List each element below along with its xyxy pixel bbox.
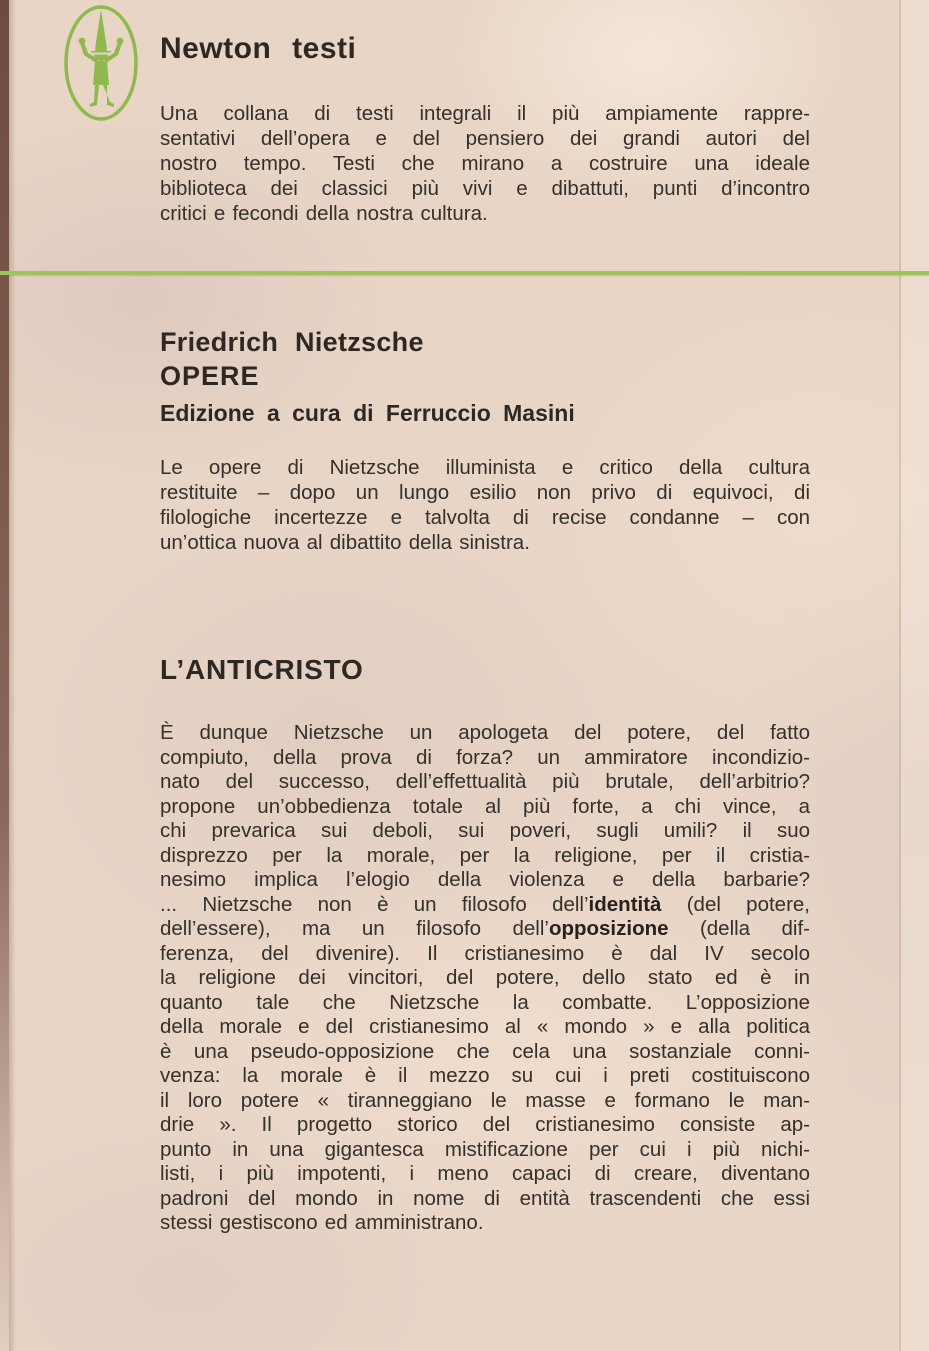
text-line: il loro potere « tiranneggiano le masse e formano le man-: [160, 1088, 810, 1112]
text-line: stessi gestiscono ed amministrano.: [160, 1211, 484, 1234]
book-title: L’ANTICRISTO: [160, 654, 364, 685]
text-line: padroni del mondo in nome di entità trascendenti che essi: [160, 1186, 810, 1210]
text-line: biblioteca dei classici più vivi e dibattuti, punti d’incontro: [160, 177, 810, 200]
book-blurb: [160, 455, 810, 555]
spine-edge: [0, 0, 9, 1351]
edition-credit: Edizione a cura di Ferruccio Masini: [160, 400, 575, 426]
text-line: un’ottica nuova al dibattito della sinistra.: [160, 531, 530, 554]
text-line: nostro tempo. Testi che mirano a costruire una ideale: [160, 152, 810, 175]
bold-term-opposition: opposizione: [548, 917, 669, 940]
text-line: quanto tale che Nietzsche la combatte. L’opposizione: [160, 990, 810, 1014]
work-title: OPERE: [160, 361, 260, 391]
green-divider: [0, 271, 929, 275]
text-line: Una collana di testi integrali il più ampiamente rappre-: [160, 102, 810, 125]
text-line: è una pseudo-opposizione che cela una sostanziale conni-: [160, 1039, 810, 1063]
text-segment: ... Nietzsche non è un filosofo dell’: [160, 892, 589, 916]
text-line: la religione dei vincitori, del potere, dello stato ed è in: [160, 966, 810, 989]
publisher-gnome-icon: [62, 3, 140, 123]
text-line: nesimo implica l’elogio della violenza e della barbarie?: [160, 868, 810, 891]
text-line: chi prevarica sui deboli, sui poveri, sugli umili? il suo: [160, 819, 810, 842]
text-line: compiuto, della prova di forza? un ammiratore incondizio-: [160, 745, 810, 769]
author-name: Friedrich Nietzsche: [160, 327, 424, 357]
series-description: [160, 101, 810, 226]
text-line: filologiche incertezze e talvolta di recise condanne – con: [160, 506, 810, 529]
text-line-opposition: [160, 917, 810, 942]
text-line: punto in una gigantesca mistificazione per cui i più nichi-: [160, 1137, 810, 1161]
spine-edge-shadow: [9, 0, 16, 1351]
text-line: Le opere di Nietzsche illuminista e critico della cultura: [160, 456, 810, 479]
text-line: sentativi dell’opera e del pensiero dei grandi autori del: [160, 127, 810, 150]
text-line: disprezzo per la morale, per la religione, per il cristia-: [160, 843, 810, 867]
text-line-identity: [160, 893, 810, 918]
crease-highlight: [901, 0, 929, 1351]
text-segment: (della dif-: [668, 917, 810, 940]
text-line: propone un’obbedienza totale al più forte, a chi vince, a: [160, 794, 810, 818]
text-line: È dunque Nietzsche un apologeta del potere, del fatto: [160, 721, 810, 744]
series-title: Newton testi: [160, 32, 357, 65]
text-line: drie ». Il progetto storico del cristianesimo consiste ap-: [160, 1113, 810, 1136]
text-segment: dell’essere), ma un filosofo dell’: [160, 917, 549, 940]
text-line: restituite – dopo un lungo esilio non privo di equivoci, di: [160, 481, 810, 504]
bold-term-identity: identità: [588, 892, 662, 916]
text-line: venza: la morale è il mezzo su cui i preti costituiscono: [160, 1064, 810, 1087]
text-segment: (del potere,: [661, 892, 810, 916]
text-line: listi, i più impotenti, i meno capaci di creare, diventano: [160, 1162, 810, 1185]
text-line: critici e fecondi della nostra cultura.: [160, 202, 488, 225]
text-line: nato del successo, dell’effettualità più brutale, dell’arbitrio?: [160, 770, 810, 793]
text-line: ferenza, del divenire). Il cristianesimo è dal IV secolo: [160, 941, 810, 965]
text-line: della morale e del cristianesimo al « mondo » e alla politica: [160, 1015, 810, 1038]
book-synopsis: [160, 721, 810, 1236]
